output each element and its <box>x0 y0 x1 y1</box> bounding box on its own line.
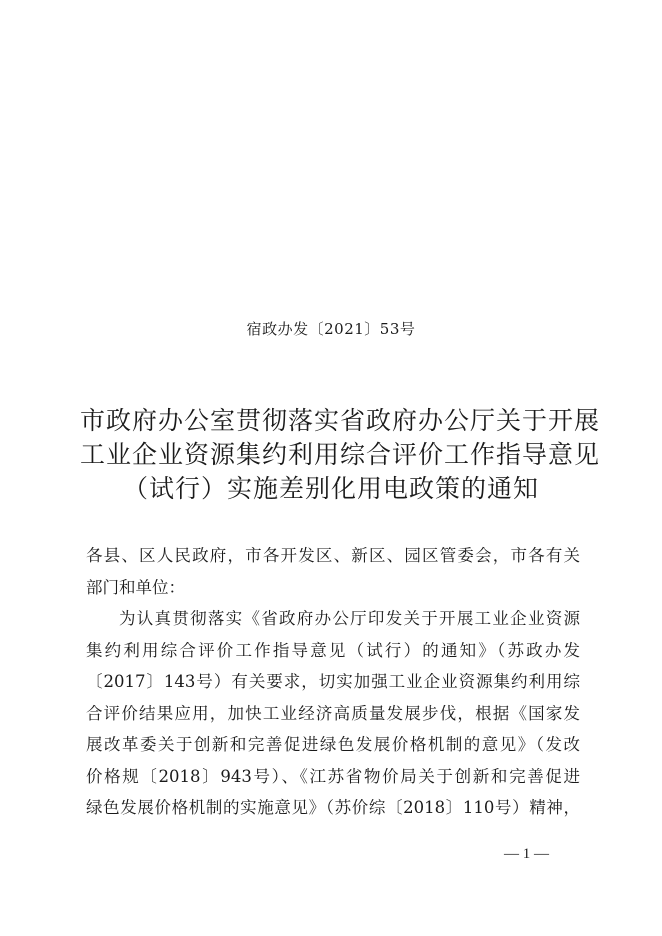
title-line-1: 市政府办公室贯彻落实省政府办公厅关于开展 <box>80 406 601 435</box>
addressee-line-1: 各县、区人民政府，市各开发区、新区、园区管委会，市各有关 <box>86 546 580 565</box>
body-paragraph <box>86 603 580 824</box>
paragraph-line-4: 合评价结果应用，加快工业经济高质量发展步伐，根据《国家发 <box>86 703 580 723</box>
document-title <box>80 404 601 506</box>
paragraph-line-5: 展改革委关于创新和完善促进绿色发展价格机制的意见》（发改 <box>86 735 580 754</box>
addressee-line-2: 部门和单位： <box>86 577 185 597</box>
document-number: 宿政办发〔2021〕53号 <box>246 320 416 338</box>
paragraph-line-2: 集约利用综合评价工作指导意见（试行）的通知》（苏政办发 <box>86 640 580 660</box>
paragraph-line-7: 绿色发展价格机制的实施意见》（苏价综〔2018〕110号）精神， <box>86 798 580 817</box>
addressee <box>86 540 580 603</box>
title-line-2: 工业企业资源集约利用综合评价工作指导意见 <box>80 440 601 469</box>
title-line-3: （试行）实施差别化用电政策的通知 <box>122 474 539 503</box>
paragraph-line-3: 〔2017〕143号）有关要求，切实加强工业企业资源集约利用综 <box>86 672 580 691</box>
page-number: — 1 — <box>504 846 549 862</box>
paragraph-line-1: 为认真贯彻落实《省政府办公厅印发关于开展工业企业资源 <box>119 609 580 628</box>
paragraph-line-6: 价格规〔2018〕943号）、《江苏省物价局关于创新和完善促进 <box>86 766 580 786</box>
document-body <box>86 540 580 824</box>
